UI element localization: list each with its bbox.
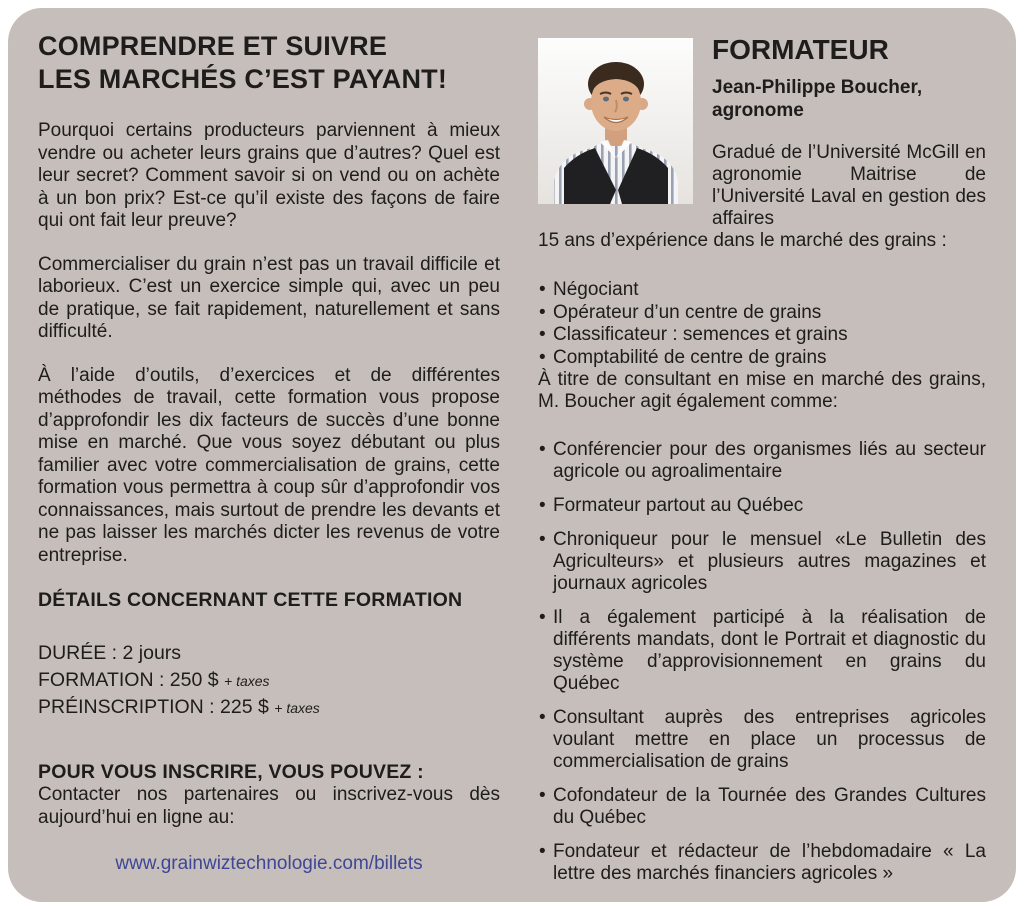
formateur-text — [712, 30, 986, 230]
page-title-line2: LES MARCHÉS C’EST PAYANT! — [38, 64, 448, 94]
consultant-item: • Chroniqueur pour le mensuel «Le Bulletin des Agriculteurs» et plusieurs autres magazines et journaux agricoles — [538, 529, 986, 595]
inscribe-heading: POUR VOUS INSCRIRE, VOUS POUVEZ : — [38, 761, 424, 783]
right-column — [538, 30, 986, 897]
page-title — [38, 30, 500, 96]
detail-preinscription-suffix: + taxes — [274, 700, 320, 716]
experience-list — [538, 279, 986, 369]
consultant-intro: À titre de consultant en mise en marché des grains, M. Boucher agit également comme: — [538, 369, 986, 412]
formateur-name-line2: agronome — [712, 100, 804, 121]
contact-text: Contacter nos partenaires ou inscrivez-vous dès aujourd’hui en ligne au: — [38, 784, 500, 828]
left-column — [38, 30, 500, 875]
intro-paragraph-1: Pourquoi certains producteurs parviennent à mieux vendre ou acheter leurs grains que d’autres? Quel est leur secret? Comment savoir si on vend ou on achète à un bon prix? Est-ce qu’il existe des façons de faire qui ont fait leur preuve? — [38, 120, 500, 231]
detail-duree — [38, 640, 500, 667]
experience-item: • Comptabilité de centre de grains — [538, 347, 986, 370]
experience-item: • Opérateur d’un centre de grains — [538, 302, 986, 325]
consultant-item: • Fondateur et rédacteur de l’hebdomadaire « La lettre des marchés financiers agricoles » — [538, 841, 986, 885]
consultant-item: • Consultant auprès des entreprises agricoles voulant mettre en place un processus de commercialisation de grains — [538, 707, 986, 773]
detail-preinscription-label: PRÉINSCRIPTION : 225 $ — [38, 696, 269, 718]
intro-paragraph-3: À l’aide d’outils, d’exercices et de différentes méthodes de travail, cette formation vous propose d’approfondir les dix facteurs de succès d’une bonne mise en marché. Que vous soyez débutant ou plus familier avec votre commercialisation de grains, cette formation vous permettra à coup sûr d’approfondir vos connaissances, mais surtout de prendre les devants et ne pas laisser les marchés dicter les revenus de votre entreprise. — [38, 364, 500, 566]
formateur-header — [538, 30, 986, 230]
consultant-list — [538, 439, 986, 885]
formateur-photo — [538, 38, 693, 204]
consultant-item: • Il a également participé à la réalisation de différents mandats, dont le Portrait et diagnostic du système d’approvisionnement en grains du Québec — [538, 607, 986, 695]
flyer-card — [8, 8, 1016, 902]
consultant-item: • Cofondateur de la Tournée des Grandes Cultures du Québec — [538, 785, 986, 829]
detail-formation — [38, 667, 500, 694]
experience-heading: 15 ans d’expérience dans le marché des grains : — [538, 230, 947, 251]
consultant-item: • Formateur partout au Québec — [538, 495, 986, 517]
experience-item: • Négociant — [538, 279, 986, 302]
details-heading: DÉTAILS CONCERNANT CETTE FORMATION — [38, 589, 463, 611]
formateur-name-line1: Jean-Philippe Boucher, — [712, 77, 923, 98]
experience-item: • Classificateur : semences et grains — [538, 324, 986, 347]
detail-formation-label: FORMATION : 250 $ — [38, 669, 219, 691]
page-title-line1: COMPRENDRE ET SUIVRE — [38, 31, 388, 61]
detail-formation-suffix: + taxes — [224, 673, 270, 689]
formateur-heading: FORMATEUR — [712, 34, 889, 65]
detail-duree-label: DURÉE : 2 jours — [38, 642, 182, 664]
detail-preinscription — [38, 694, 500, 721]
intro-paragraph-2: Commercialiser du grain n’est pas un travail difficile et laborieux. C’est un exercice simple qui, avec un peu de pratique, se fait rapidement, naturellement et sans difficulté. — [38, 253, 500, 342]
registration-link[interactable]: www.grainwiztechnologie.com/billets — [115, 853, 423, 874]
formateur-bio: Gradué de l’Université McGill en agronomie Maitrise de l’Université Laval en gestion des affaires — [712, 142, 986, 229]
consultant-item: • Conférencier pour des organismes liés au secteur agricole ou agroalimentaire — [538, 439, 986, 483]
details-list — [38, 640, 500, 721]
